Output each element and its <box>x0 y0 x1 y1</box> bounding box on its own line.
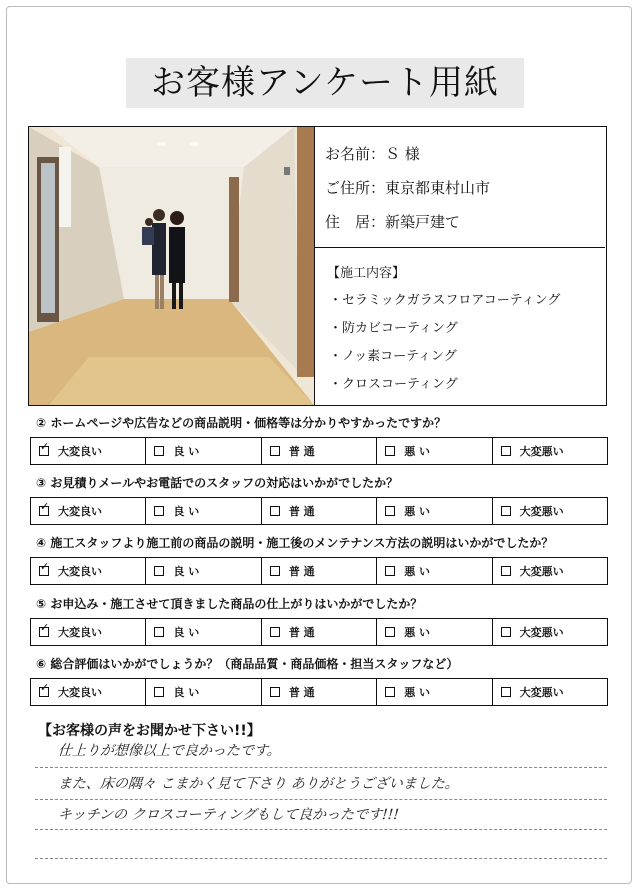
checkbox-icon[interactable] <box>501 506 511 516</box>
checkbox-icon[interactable] <box>39 566 49 576</box>
info-box <box>28 126 607 406</box>
customer-residence: 住 居：新築戸建て <box>325 213 461 231</box>
answer-row-5 <box>30 618 608 646</box>
checkbox-icon[interactable] <box>501 627 511 637</box>
voice-comment: また、床の隅々 こまかく見て下さり ありがとうございました。 <box>57 776 460 792</box>
question-4: ④ 施工スタッフより施工前の商品の説明・施工後のメンテナンス方法の説明はいかがでしたか？ <box>36 536 554 550</box>
option-very-good[interactable]: ✓ 大変良い <box>31 679 146 705</box>
voice-comment: キッチンの クロスコーティングもして良かったです!!! <box>57 807 400 823</box>
checkbox-icon[interactable] <box>39 446 49 456</box>
work-item: ・セラミックガラスフロアコーティング <box>329 293 561 308</box>
option-normal[interactable]: 普 通 <box>262 438 377 464</box>
voice-comment: 仕上りが想像以上で良かったです。 <box>57 743 282 759</box>
checkbox-icon[interactable] <box>154 506 164 516</box>
checkbox-icon[interactable] <box>39 627 49 637</box>
question-2: ② ホームページや広告などの商品説明・価格等は分かりやすかったですか？ <box>36 416 447 430</box>
option-bad[interactable]: 悪 い <box>377 679 492 705</box>
checkbox-icon[interactable] <box>385 566 395 576</box>
checkbox-icon[interactable] <box>385 506 395 516</box>
checkbox-icon[interactable] <box>270 506 280 516</box>
option-bad[interactable]: 悪 い <box>377 558 492 584</box>
checkbox-icon[interactable] <box>154 687 164 697</box>
option-good[interactable]: 良 い <box>146 438 261 464</box>
customer-address: ご住所：東京都東村山市 <box>325 179 491 197</box>
ruled-line <box>35 829 607 830</box>
ruled-line <box>35 858 607 859</box>
option-very-bad[interactable]: 大変悪い <box>493 558 607 584</box>
checkbox-icon[interactable] <box>154 627 164 637</box>
work-title: 【施工内容】 <box>327 266 406 281</box>
option-very-good[interactable]: ✓ 大変良い <box>31 558 146 584</box>
option-very-bad[interactable]: 大変悪い <box>493 619 607 645</box>
checkbox-icon[interactable] <box>270 627 280 637</box>
option-bad[interactable]: 悪 い <box>377 438 492 464</box>
answer-row-4 <box>30 557 608 585</box>
work-details <box>315 248 605 405</box>
checkbox-icon[interactable] <box>501 446 511 456</box>
ruled-line <box>35 799 607 800</box>
option-good[interactable]: 良 い <box>146 679 261 705</box>
checkbox-icon[interactable] <box>501 687 511 697</box>
customer-info <box>315 127 605 248</box>
work-item: ・クロスコーティング <box>329 377 458 392</box>
checkbox-icon[interactable] <box>39 687 49 697</box>
option-very-bad[interactable]: 大変悪い <box>493 679 607 705</box>
room-photo <box>29 127 315 405</box>
option-good[interactable]: 良 い <box>146 498 261 524</box>
work-item: ・防カビコーティング <box>329 321 458 336</box>
answer-row-2 <box>30 437 608 465</box>
option-normal[interactable]: 普 通 <box>262 498 377 524</box>
option-good[interactable]: 良 い <box>146 558 261 584</box>
option-very-good[interactable]: ✓ 大変良い <box>31 619 146 645</box>
page-title: お客様アンケート用紙 <box>126 58 524 108</box>
voice-title: 【お客様の声をお聞かせ下さい!!】 <box>38 723 261 739</box>
checkbox-icon[interactable] <box>385 627 395 637</box>
option-very-bad[interactable]: 大変悪い <box>493 498 607 524</box>
option-bad[interactable]: 悪 い <box>377 619 492 645</box>
checkbox-icon[interactable] <box>154 566 164 576</box>
option-very-bad[interactable]: 大変悪い <box>493 438 607 464</box>
work-item: ・ノッ素コーティング <box>329 349 457 364</box>
option-good[interactable]: 良 い <box>146 619 261 645</box>
question-6: ⑥ 総合評価はいかがでしょうか？（商品品質・商品価格・担当スタッフなど） <box>36 657 459 671</box>
option-very-good[interactable]: ✓ 大変良い <box>31 498 146 524</box>
checkbox-icon[interactable] <box>270 446 280 456</box>
answer-row-6 <box>30 678 608 706</box>
checkbox-icon[interactable] <box>501 566 511 576</box>
ruled-line <box>35 767 607 768</box>
option-bad[interactable]: 悪 い <box>377 498 492 524</box>
option-very-good[interactable]: ✓ 大変良い <box>31 438 146 464</box>
question-5: ⑤ お申込み・施工させて頂きました商品の仕上がりはいかがでしたか？ <box>36 597 423 611</box>
option-normal[interactable]: 普 通 <box>262 679 377 705</box>
checkbox-icon[interactable] <box>270 566 280 576</box>
option-normal[interactable]: 普 通 <box>262 619 377 645</box>
checkbox-icon[interactable] <box>39 506 49 516</box>
option-normal[interactable]: 普 通 <box>262 558 377 584</box>
checkbox-icon[interactable] <box>385 446 395 456</box>
checkbox-icon[interactable] <box>154 446 164 456</box>
checkbox-icon[interactable] <box>270 687 280 697</box>
checkbox-icon[interactable] <box>385 687 395 697</box>
customer-name: お名前：Ｓ 様 <box>325 145 420 163</box>
question-3: ③ お見積りメールやお電話でのスタッフの対応はいかがでしたか？ <box>36 476 399 490</box>
answer-row-3 <box>30 497 608 525</box>
